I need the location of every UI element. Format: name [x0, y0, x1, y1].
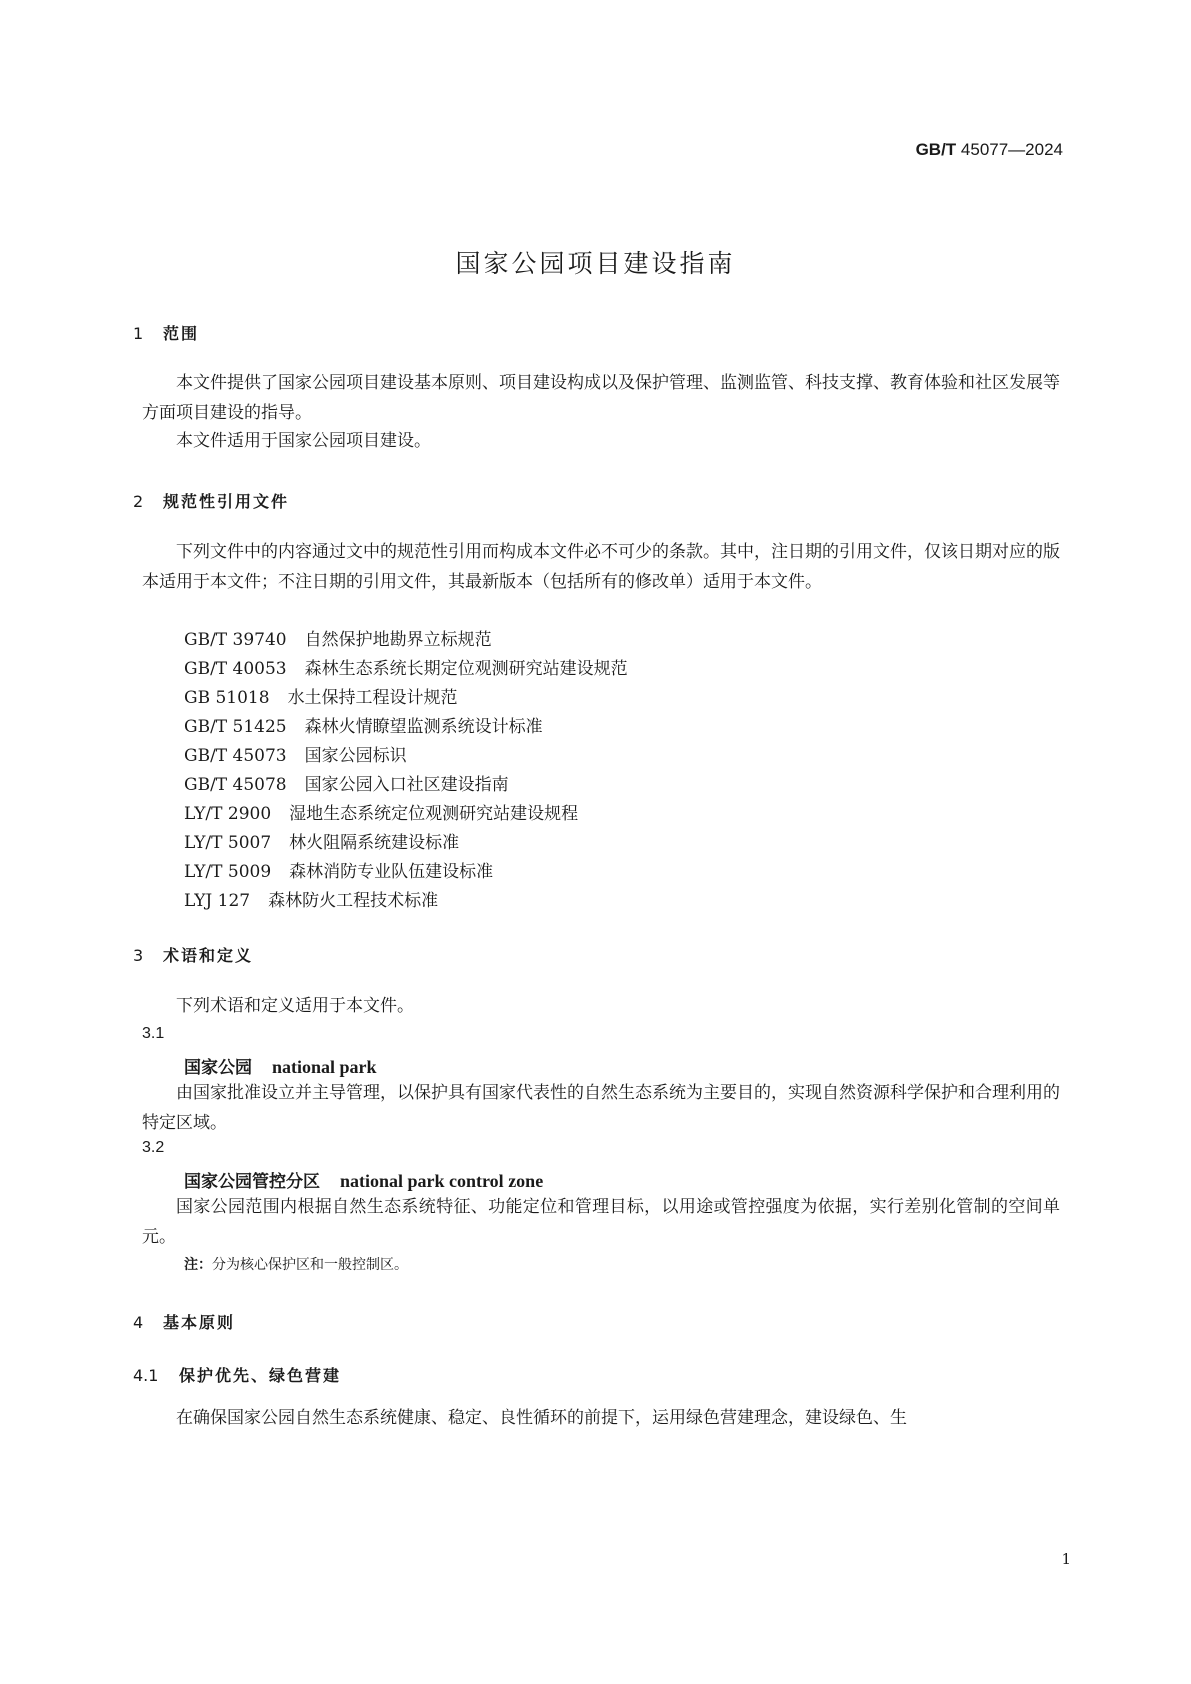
reference-title: 森林生态系统长期定位观测研究站建设规范	[304, 659, 628, 679]
reference-code: LYJ 127	[184, 891, 251, 911]
term-definition: 由国家批准设立并主导管理，以保护具有国家代表性的自然生态系统为主要目的，实现自然资源科学保护和合理利用的特定区域。	[142, 1083, 1060, 1133]
reference-code: GB/T 39740	[184, 630, 287, 650]
term-chinese: 国家公园	[184, 1058, 252, 1078]
reference-title: 森林防火工程技术标准	[268, 891, 439, 911]
reference-title: 自然保护地勘界立标规范	[304, 630, 492, 650]
reference-code: LY/T 2900	[184, 804, 272, 824]
reference-item	[184, 741, 407, 766]
term-number: 3.1	[142, 1025, 165, 1042]
term-definition: 国家公园范围内根据自然生态系统特征、功能定位和管理目标，以用途或管控强度为依据，实行差别化管制的空间单元。	[142, 1197, 1060, 1247]
reference-item	[184, 625, 492, 650]
reference-code: GB 51018	[184, 688, 270, 708]
section-1-heading	[133, 321, 199, 344]
section-3-heading	[133, 943, 253, 966]
reference-item	[184, 857, 493, 882]
term-entry	[184, 1167, 543, 1192]
term-english: national park control zone	[340, 1171, 544, 1191]
reference-title: 国家公园标识	[304, 746, 407, 766]
reference-item	[184, 828, 459, 853]
document-title: 国家公园项目建设指南	[455, 249, 736, 278]
section-number: 3	[133, 946, 144, 965]
section-2-intro: 下列文件中的内容通过文中的规范性引用而构成本文件必不可少的条款。其中，注日期的引用文件，仅该日期对应的版本适用于本文件；不注日期的引用文件，其最新版本（包括所有的修改单）适用于本文件。	[142, 542, 1060, 592]
reference-code: GB/T 45073	[184, 746, 287, 766]
reference-item	[184, 770, 509, 795]
reference-title: 森林火情瞭望监测系统设计标准	[304, 717, 543, 737]
reference-item	[184, 799, 578, 824]
section-1-paragraph-1: 本文件提供了国家公园项目建设基本原则、项目建设构成以及保护管理、监测监管、科技支撑、教育体验和社区发展等方面项目建设的指导。	[142, 373, 1060, 423]
reference-code: LY/T 5007	[184, 833, 272, 853]
section-title: 术语和定义	[163, 946, 254, 965]
term-note	[184, 1254, 408, 1274]
standard-number: 45077—2024	[960, 140, 1063, 159]
section-3-intro: 下列术语和定义适用于本文件。	[176, 996, 414, 1016]
section-number: 4	[133, 1313, 144, 1332]
section-number: 1	[133, 324, 144, 343]
section-title: 规范性引用文件	[163, 492, 290, 511]
subsection-4-1-heading	[133, 1363, 341, 1386]
section-title: 基本原则	[163, 1313, 236, 1332]
reference-item	[184, 886, 438, 911]
standard-identifier	[916, 140, 1063, 160]
reference-code: LY/T 5009	[184, 862, 272, 882]
section-1-paragraph-2: 本文件适用于国家公园项目建设。	[176, 431, 431, 451]
reference-title: 森林消防专业队伍建设标准	[289, 862, 494, 882]
term-number: 3.2	[142, 1139, 165, 1156]
reference-code: GB/T 40053	[184, 659, 287, 679]
reference-item	[184, 712, 543, 737]
reference-code: GB/T 51425	[184, 717, 287, 737]
term-chinese: 国家公园管控分区	[184, 1172, 320, 1192]
note-label: 注：	[184, 1257, 212, 1273]
section-number: 2	[133, 492, 144, 511]
reference-title: 国家公园入口社区建设指南	[304, 775, 509, 795]
reference-item	[184, 683, 458, 708]
reference-title: 水土保持工程设计规范	[287, 688, 458, 708]
term-english: national park	[272, 1057, 377, 1077]
note-text: 分为核心保护区和一般控制区。	[212, 1257, 408, 1273]
page-number: 1	[1061, 1550, 1071, 1568]
reference-title: 湿地生态系统定位观测研究站建设规程	[289, 804, 579, 824]
subsection-title: 保护优先、绿色营建	[179, 1366, 342, 1385]
term-entry	[184, 1053, 377, 1078]
section-2-heading	[133, 489, 289, 512]
reference-item	[184, 654, 628, 679]
subsection-4-1-paragraph: 在确保国家公园自然生态系统健康、稳定、良性循环的前提下，运用绿色营建理念，建设绿色、生	[176, 1408, 907, 1428]
section-title: 范围	[163, 324, 200, 343]
standard-prefix: GB/T	[915, 140, 957, 159]
reference-code: GB/T 45078	[184, 775, 287, 795]
subsection-number: 4.1	[133, 1366, 159, 1385]
section-4-heading	[133, 1310, 235, 1333]
reference-title: 林火阻隔系统建设标准	[289, 833, 460, 853]
